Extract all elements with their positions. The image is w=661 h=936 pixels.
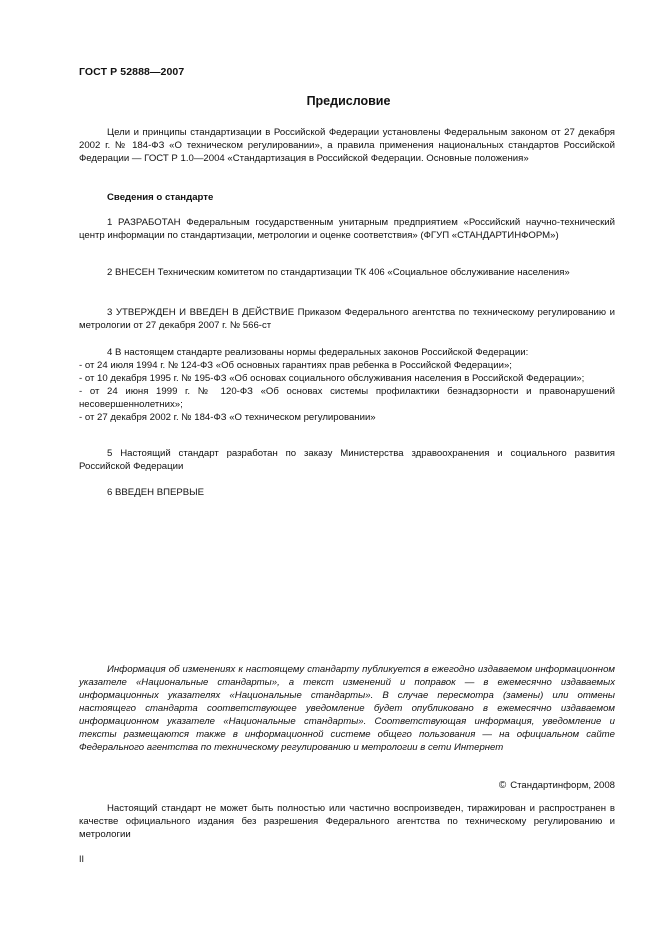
amendments-info-note: [79, 663, 615, 754]
page-number: II: [79, 854, 85, 864]
item-5-text: 5 Настоящий стандарт разработан по заказу Министерства здравоохранения и социального развития Российской Федерации: [79, 448, 615, 472]
document-id-header: ГОСТ Р 52888—2007: [79, 66, 185, 78]
item-2-text: 2 ВНЕСЕН Техническим комитетом по стандартизации ТК 406 «Социальное обслуживание населения»: [107, 267, 570, 278]
item-3: [79, 306, 615, 332]
law-list-item: - от 24 июля 1994 г. № 124-ФЗ «Об основных гарантиях прав ребенка в Российской Федерации»;: [79, 360, 512, 371]
reproduction-notice: [79, 802, 615, 841]
copyright-line: [499, 780, 615, 791]
item-4: [79, 346, 615, 424]
item-1: [79, 216, 615, 242]
reproduction-notice-text: Настоящий стандарт не может быть полностью или частично воспроизведен, тиражирован и распространен в качестве официального издания без разрешения Федерального агентства по техническому регулированию и метрологии: [79, 803, 615, 840]
law-list-item: - от 10 декабря 1995 г. № 195-ФЗ «Об основах социального обслуживания населения в Российской Федерации»;: [79, 373, 585, 384]
copyright-text: Стандартинформ, 2008: [510, 780, 615, 791]
intro-paragraph: Цели и принципы стандартизации в Российской Федерации установлены Федеральным законом от 27 декабря 2002 г. № 184-ФЗ «О техническом регулировании», а правила применения национальных стандартов Российской Федерации — ГОСТ Р 1.0—2004 «Стандартизация в Российской Федерации. Основные положения»: [79, 127, 615, 164]
page-title: Предисловие: [306, 94, 391, 108]
item-5: [79, 447, 615, 473]
standard-info-heading: Сведения о стандарте: [107, 192, 214, 203]
amendments-info-text: Информация об изменениях к настоящему стандарту публикуется в ежегодно издаваемом информационном указателе «Национальные стандарты», а текст изменений и поправок — в ежемесячно издаваемых информационных указателях «Национальные стандарты». В случае пересмотра (замены) или отмены настоящего стандарта соответствующее уведомление будет опубликовано в ежемесячно издаваемом информационном указателе «Национальные стандарты». Соответствующая информация, уведомление и тексты размещаются также в информационной системе общего пользования — на официальном сайте Федерального агентства по техническому регулированию и метрологии в сети Интернет: [79, 664, 615, 753]
intro-section: [79, 126, 615, 165]
law-list-item: - от 24 июня 1999 г. № 120-ФЗ «Об основах системы профилактики безнадзорности и правонарушений несовершеннолетних»;: [79, 386, 615, 410]
item-6-text: 6 ВВЕДЕН ВПЕРВЫЕ: [107, 487, 205, 498]
copyright-icon: ©: [498, 780, 507, 791]
item-2: [79, 266, 615, 279]
law-list-item: - от 27 декабря 2002 г. № 184-ФЗ «О техническом регулировании»: [79, 412, 376, 423]
item-4-lead: 4 В настоящем стандарте реализованы нормы федеральных законов Российской Федерации:: [107, 347, 529, 358]
item-1-text: 1 РАЗРАБОТАН Федеральным государственным унитарным предприятием «Российский научно-технический центр информации по стандартизации, метрологии и оценке соответствия» (ФГУП «СТАНДАРТИНФОРМ»): [79, 217, 615, 241]
item-6: [79, 486, 615, 499]
item-3-text: 3 УТВЕРЖДЕН И ВВЕДЕН В ДЕЙСТВИЕ Приказом Федерального агентства по техническому регулированию и метрологии от 27 декабря 2007 г. № 566-ст: [79, 307, 615, 331]
